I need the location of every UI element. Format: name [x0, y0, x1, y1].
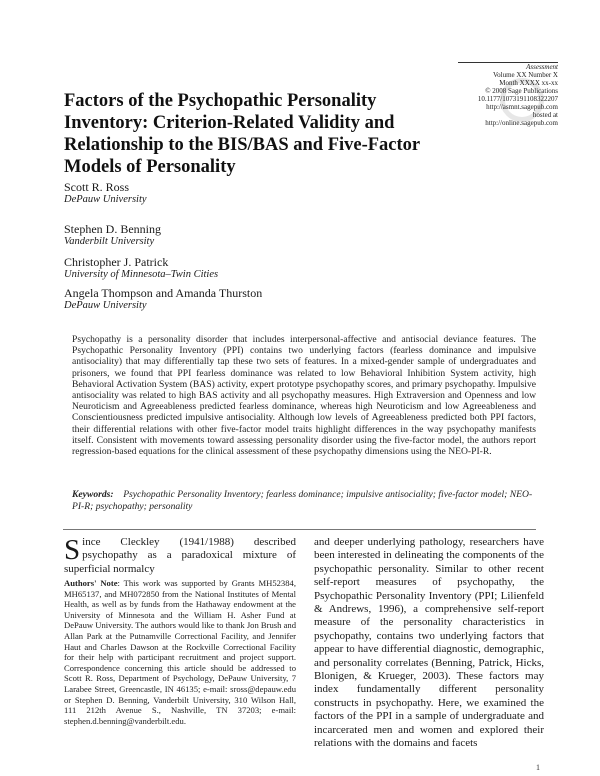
- keywords-label: Keywords:: [72, 489, 114, 500]
- journal-info-box: [458, 62, 558, 135]
- author-affiliation: DePauw University: [64, 300, 147, 311]
- journal-doi: 10.1177/1073191108322207: [477, 95, 558, 103]
- authors-note-label: Authors' Note: [64, 578, 118, 588]
- journal-host-url[interactable]: http://online.sagepub.com: [485, 119, 558, 127]
- author-block-4: [64, 286, 262, 312]
- journal-volume: Volume XX Number X: [492, 71, 558, 79]
- author-affiliation: Vanderbilt University: [64, 236, 155, 247]
- author-affiliation: University of Minnesota–Twin Cities: [64, 269, 219, 280]
- intro-text-right: and deeper underlying pathology, researchers have been interested in delineating the components of the psychopathic personality. Similar to other recent self-report measures of psychopathy, the Psychopathic Personality Inventory (PPI; Lilienfeld & Andrews, 1996), a comprehensive self-report measure of the personality characteristics in psychopathy, contains two underlying factors that appear to have differential diagnostic, demographic, and personality correlates (Benning, Patrick, Hicks, Blonigen, & Krueger, 2003). These factors may index fundamentally different personality constructs in psychopathy. Here, we examined the factors of the PPI in a sample of undergraduate and incarcerated men and women and explored their relations with the domains and facets: [314, 536, 544, 750]
- journal-hosted-at: hosted at: [532, 111, 558, 119]
- title-line: Models of Personality: [64, 157, 236, 177]
- author-name: Angela Thompson and Amanda Thurston: [64, 286, 263, 300]
- author-block-1: [64, 180, 147, 206]
- keywords-list: Psychopathic Personality Inventory; fearless dominance; impulsive antisociality; five-factor model; NEO-PI-R; psychopathy; personality: [72, 489, 533, 512]
- keywords: [72, 489, 536, 513]
- author-affiliation: DePauw University: [64, 194, 147, 205]
- author-name: Christopher J. Patrick: [64, 255, 169, 269]
- title-line: Relationship to the BIS/BAS and Five-Factor: [64, 135, 421, 155]
- drop-cap: S: [64, 534, 81, 566]
- abstract: Psychopathy is a personality disorder that includes interpersonal-affective and antisocial deviance features. The Psychopathic Personality Inventory (PPI) contains two underlying factors (fearless dominance and impulsive antisociality) that may differentially tap these two sets of features. In a mixed-gender sample of undergraduates and prisoners, we found that PPI fearless dominance was related to low Behavioral Inhibition System activity, high Behavioral Activation System (BAS) activity, expert prototype psychopathy scores, and primary psychopathy. Impulsive antisociality was related to high BAS activity and all psychopathy measures. High Extraversion and Openness and low Neuroticism and Agreeableness predicted fearless dominance, whereas high Neuroticism and low Agreeableness and Conscientiousness predicted impulsive antisociality. Although low levels of Agreeableness predicted both PPI factors, their differential relations with other five-factor model traits highlight differences in the way psychopathy manifests itself. Consistent with movements toward assessing personality disorder using the five-factor model, the authors report regression-based equations for the clinical assessment of these psychopathy dimensions using the NEO-PI-R.: [72, 334, 536, 458]
- author-block-2: [64, 222, 161, 248]
- author-name: Scott R. Ross: [64, 180, 130, 194]
- paper-title: [64, 90, 464, 178]
- journal-url[interactable]: http://asmnt.sagepub.com: [486, 103, 558, 111]
- title-line: Factors of the Psychopathic Personality: [64, 91, 377, 111]
- author-block-3: [64, 255, 218, 281]
- author-name: Stephen D. Benning: [64, 222, 161, 236]
- journal-month: Month XXXX xx-xx: [499, 79, 558, 87]
- page-number: 1: [536, 763, 540, 772]
- authors-note-text: : This work was supported by Grants MH52384, MH65137, and MH072850 from the National Institutes of Mental Health, as well as by funds from the Hathaway endowment at the University of Minnesota and the William H. Asher Fund at DePauw University. The authors would like to thank Jon Brush and Allan Park at the Putnamville Correctional Facility, and Jennifer Haut and Charles Dawson at the Rockville Correctional Facility for their help with participant recruitment and project support. Correspondence concerning this article should be addressed to Scott R. Ross, Department of Psychology, DePauw University, 7 Larabee Street, Greencastle, IN 46135; e-mail: sross@depauw.edu or Stephen D. Benning, Vanderbilt University, 310 Wilson Hall, 111 212th Avenue S., Nashville, TN 37203; e-mail: stephen.d.benning@vanderbilt.edu.: [64, 578, 297, 726]
- journal-name: Assessment: [526, 63, 558, 71]
- authors-note: [64, 578, 296, 726]
- journal-copyright: © 2008 Sage Publications: [485, 87, 558, 95]
- intro-text-left: ince Cleckley (1941/1988) described psychopathy as a paradoxical mixture of superficial normalcy: [64, 536, 296, 575]
- section-divider: [63, 529, 536, 530]
- title-line: Inventory: Criterion-Related Validity and: [64, 113, 395, 133]
- left-column: [64, 534, 297, 726]
- intro-paragraph: [64, 536, 296, 576]
